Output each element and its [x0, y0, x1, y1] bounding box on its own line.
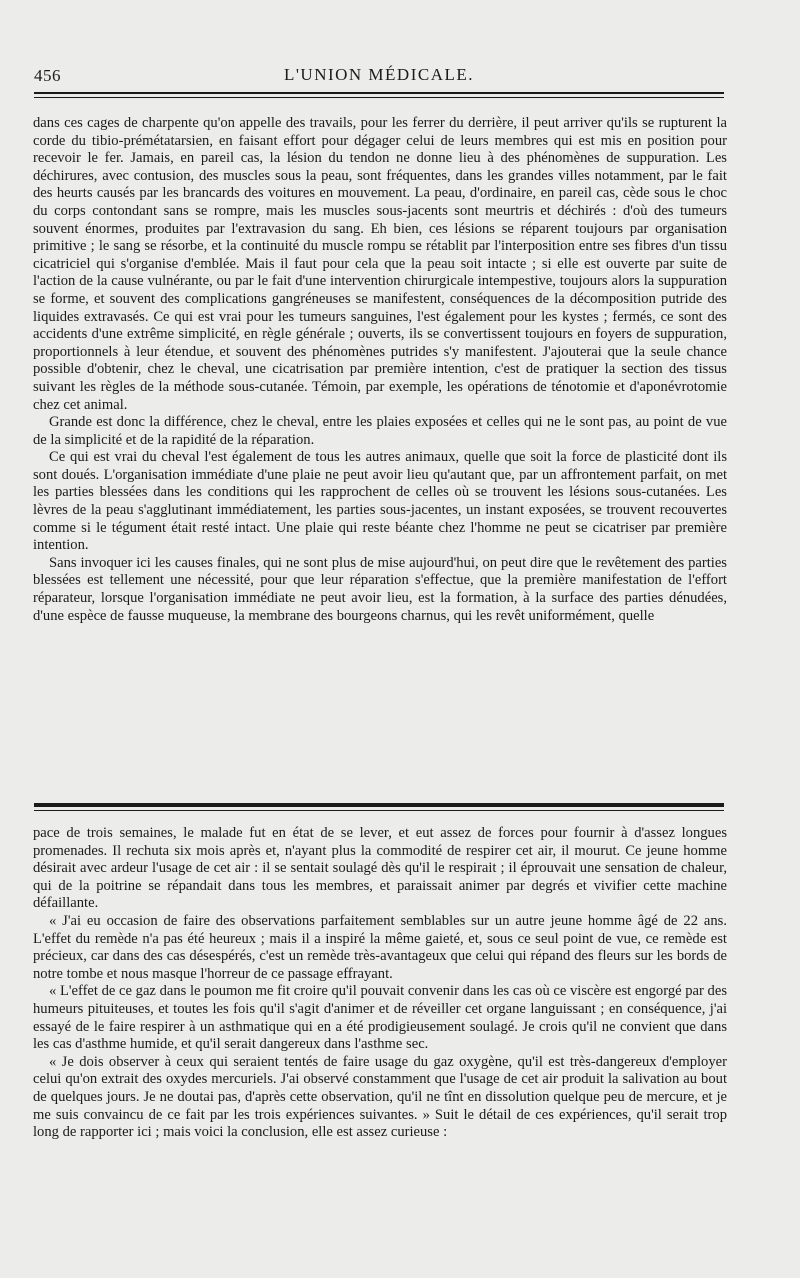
- paragraph: dans ces cages de charpente qu'on appelle des travails, pour les ferrer du derrière, il peut arriver qu'ils se rupturent la corde du tibio-prémétatarsien, en faisant effort pour dégager celui de leurs membres qui est mis en position pour recevoir le fer. Jamais, en pareil cas, la lésion du tendon ne donne lieu à des phénomènes de suppuration. Les déchirures, avec contusion, des muscles sous la peau, sont fréquentes, dans les grandes villes notamment, par le fait des heurts causés par les brancards des voitures en mouvement. La peau, d'ordinaire, en pareil cas, cède sous le choc du corps contondant sans se rompre, mais les muscles sous-jacents sont meurtris et déchirés : d'où des tumeurs souvent énormes, produites par l'extravasion du sang. Eh bien, ces lésions se réparent toujours par organisation primitive ; le sang se résorbe, et la continuité du muscle rompu se rétablit par l'interposition entre ses fibres d'un tissu cicatriciel qui s'organise d'emblée. Mais il faut pour cela que la peau soit intacte ; si elle est ouverte par suite de l'action de la cause vulnérante, ou par le fait d'une intervention chirurgicale intempestive, toujours alors la suppuration se forme, et souvent des complications gangréneuses se manifestent, conséquences de la décomposition putride des liquides extravasés. Ce qui est vrai pour les tumeurs sanguines, l'est également pour les kystes ; fermés, ce sont des accidents d'une extrême simplicité, en règle générale ; ouverts, ils se convertissent toujours en foyers de suppuration, proportionnels à leur étendue, et souvent des phénomènes putrides s'y manifestent. J'ajouterai que la seule chance possible d'obtenir, chez le cheval, une cicatrisation par première intention, c'est de pratiquer la section des tissus suivant les règles de la méthode sous-cutanée. Témoin, par exemple, les opérations de ténotomie et d'aponévrotomie chez cet animal.: [33, 115, 727, 413]
- section-divider: [34, 803, 724, 807]
- feuilleton-text-lower: [33, 825, 727, 1142]
- page-header: [34, 62, 724, 88]
- paragraph: « Je dois observer à ceux qui seraient tentés de faire usage du gaz oxygène, qu'il est très-dangereux d'employer celui qu'on extrait des oxydes mercuriels. J'ai observé constamment que l'usage de cet air produit la salivation au bout de quelques jours. Je ne doutai pas, d'après cette observation, qu'il ne tînt en dissolution quelque peu de mercure, et je me suis convaincu de ce fait par les trois expériences suivantes. » Suit le détail de ces expériences, qu'il serait trop long de rapporter ici ; mais voici la conclusion, elle est assez curieuse :: [33, 1053, 727, 1141]
- running-title: L'UNION MÉDICALE.: [283, 65, 475, 84]
- section-divider-thin: [34, 810, 724, 811]
- paragraph: « J'ai eu occasion de faire des observations parfaitement semblables sur un autre jeune homme âgé de 22 ans. L'effet du remède n'a pas été heureux ; mais il a inspiré la même gaieté, et, sous ce seul point de vue, ce remède est précieux, car dans des cas désespérés, c'est un remède très-avantageux que celui qui répand des fleurs sur les bords de notre tombe et nous masque l'horreur de ce passage effrayant.: [33, 912, 727, 982]
- article-text-upper: [33, 115, 727, 625]
- page-number: 456: [34, 66, 61, 85]
- header-rule-thin: [34, 97, 724, 98]
- paragraph: « L'effet de ce gaz dans le poumon me fit croire qu'il pouvait convenir dans les cas où ce viscère est engorgé par des humeurs pituiteuses, et toutes les fois qu'il s'agit d'animer et de réveiller cet organe languissant ; en conséquence, j'ai essayé de le faire respirer à un asthmatique qui en a été prodigieusement soulagé. Je crois qu'il ne convient que dans les cas d'asthme humide, et qu'il serait dangereux dans l'asthme sec.: [33, 983, 727, 1053]
- header-rule: [34, 92, 724, 94]
- paragraph: Grande est donc la différence, chez le cheval, entre les plaies exposées et celles qui ne le sont pas, au point de vue de la simplicité et de la rapidité de la réparation.: [33, 414, 727, 448]
- paragraph: Ce qui est vrai du cheval l'est également de tous les autres animaux, quelle que soit la force de plasticité dont ils sont doués. L'organisation immédiate d'une plaie ne peut avoir lieu qu'autant que, par un affrontement parfait, on met les parties blessées dans les conditions qui les rapprochent de celles où se trouvent les lésions sous-cutanées. Les lèvres de la peau s'agglutinant immédiatement, les parties sous-jacentes, un instant exposées, se trouvent recouvertes comme si le tégument était resté intact. Une plaie qui reste béante chez l'homme ne peut se cicatriser par première intention.: [33, 449, 727, 554]
- paragraph: pace de trois semaines, le malade fut en état de se lever, et eut assez de forces pour fournir à d'assez longues promenades. Il rechuta six mois après et, n'ayant plus la commodité de respirer cet air, il mourut. Ce jeune homme désirait avec ardeur l'usage de cet air : il se sentait soulagé dès qu'il le respirait ; il éprouvait une sensation de chaleur, qui de la poitrine se répandait dans tous les membres, et paraissait animer par degrés et vivifier cette machine défaillante.: [33, 825, 727, 912]
- paragraph: Sans invoquer ici les causes finales, qui ne sont plus de mise aujourd'hui, on peut dire que le revêtement des parties blessées est tellement une nécessité, pour que leur réparation s'effectue, que la première manifestation de l'effort réparateur, lorsque l'organisation immédiate ne peut avoir lieu, est la formation, à la surface des parties dénudées, d'une espèce de fausse muqueuse, la membrane des bourgeons charnus, qui les revêt uniformément, quelle: [33, 554, 727, 624]
